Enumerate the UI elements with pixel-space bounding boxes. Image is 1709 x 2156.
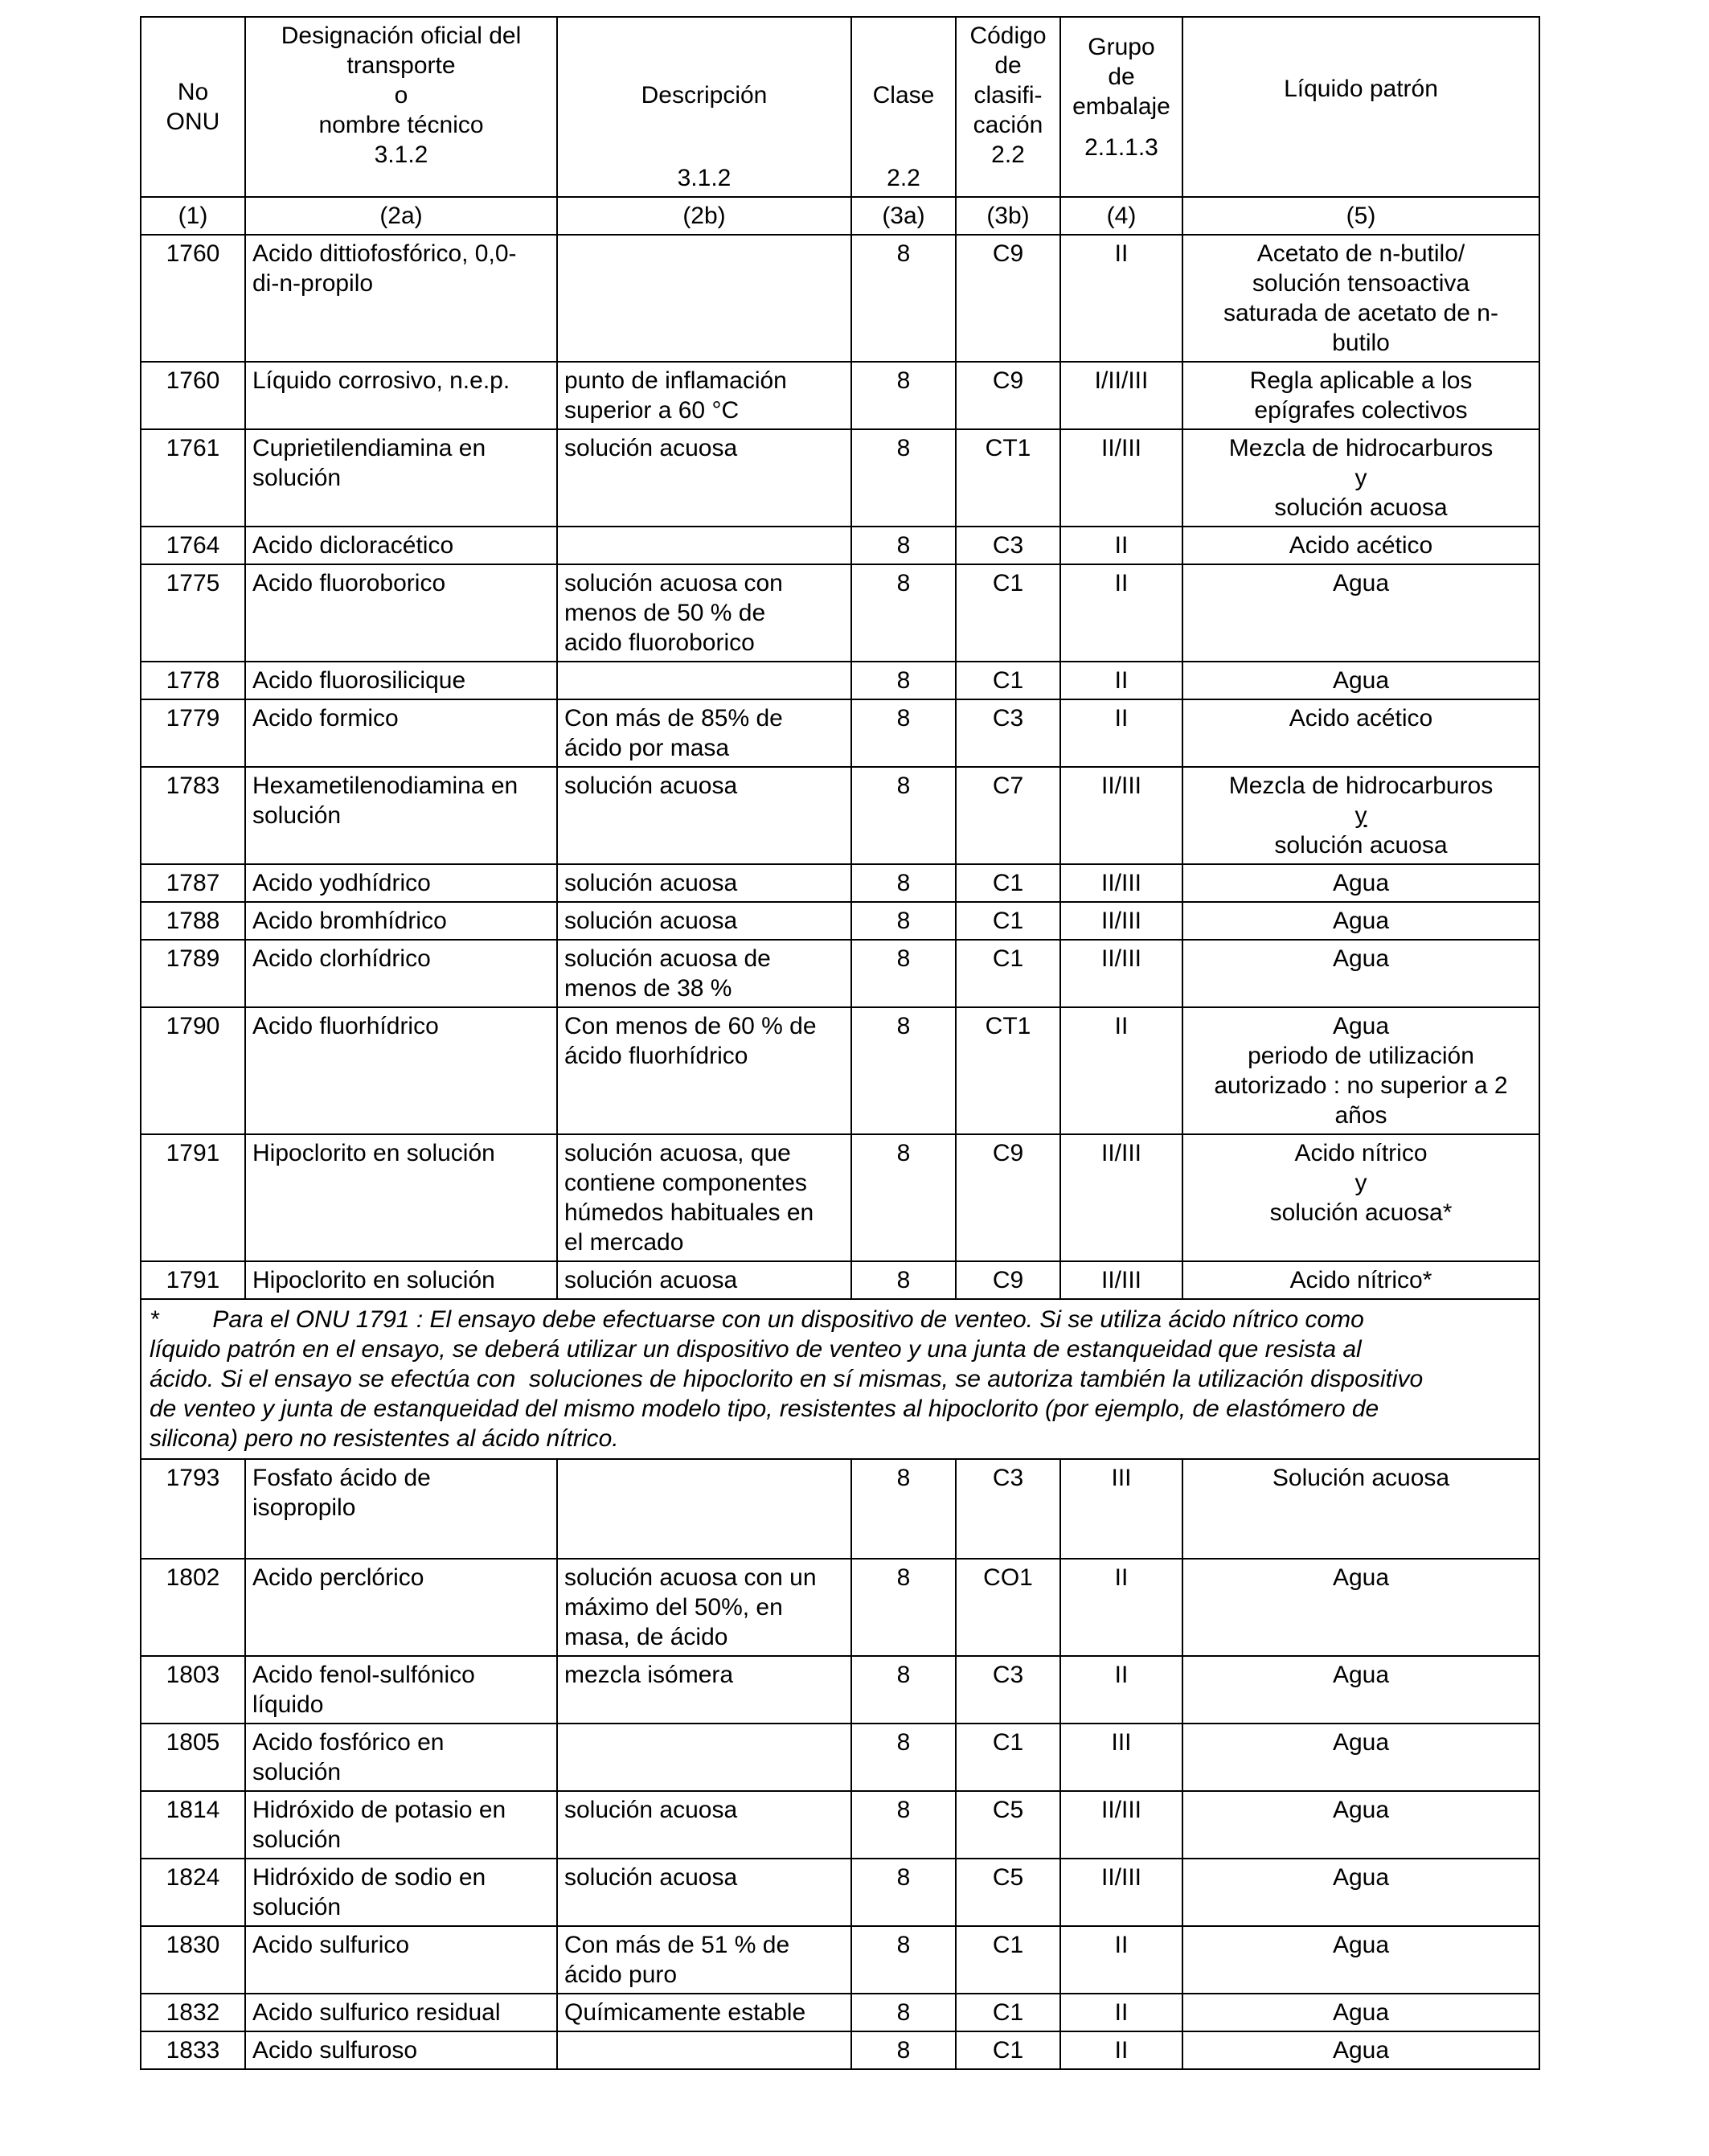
cell-descripcion	[557, 1459, 851, 1559]
cell-descripcion	[557, 662, 851, 699]
cell-designacion: Acido dicloracético	[245, 527, 557, 564]
cell-codigo: CT1	[956, 429, 1060, 527]
cell-grupo: II/III	[1060, 902, 1182, 940]
cell-codigo: C1	[956, 1926, 1060, 1994]
cell-onu: 1787	[141, 864, 245, 902]
cell-onu: 1814	[141, 1791, 245, 1859]
cell-onu: 1783	[141, 767, 245, 864]
cell-liquido: Agua	[1182, 1994, 1539, 2031]
cell-grupo: II/III	[1060, 1859, 1182, 1926]
table-row	[141, 662, 1539, 699]
cell-designacion: Hipoclorito en solución	[245, 1134, 557, 1261]
cell-clase: 8	[851, 1724, 956, 1791]
cell-clase: 8	[851, 2031, 956, 2069]
footnote-row	[141, 1299, 1539, 1459]
table-row	[141, 1859, 1539, 1926]
table-row	[141, 1926, 1539, 1994]
cell-descripcion: mezcla isómera	[557, 1656, 851, 1724]
cell-clase: 8	[851, 1994, 956, 2031]
cell-codigo: C9	[956, 235, 1060, 362]
cell-clase: 8	[851, 1261, 956, 1299]
cell-descripcion: solución acuosa	[557, 1859, 851, 1926]
cell-clase: 8	[851, 1459, 956, 1559]
cell-codigo: C3	[956, 1656, 1060, 1724]
cell-designacion: Hidróxido de sodio en solución	[245, 1859, 557, 1926]
cell-descripcion: Químicamente estable	[557, 1994, 851, 2031]
cell-onu: 1790	[141, 1007, 245, 1134]
cell-descripcion	[557, 2031, 851, 2069]
cell-codigo: C1	[956, 662, 1060, 699]
cell-onu: 1805	[141, 1724, 245, 1791]
table-row	[141, 1559, 1539, 1656]
header-grupo: Grupo de embalaje 2.1.1.3	[1060, 17, 1182, 197]
cell-liquido: Agua	[1182, 902, 1539, 940]
cell-clase: 8	[851, 362, 956, 429]
cell-liquido: Agua periodo de utilización autorizado : no superior a 2 años	[1182, 1007, 1539, 1134]
header-codigo: Código de clasifi- cación 2.2	[956, 17, 1060, 197]
cell-grupo: II	[1060, 1559, 1182, 1656]
cell-designacion: Acido clorhídrico	[245, 940, 557, 1007]
cell-clase: 8	[851, 767, 956, 864]
cell-descripcion: Con menos de 60 % de ácido fluorhídrico	[557, 1007, 851, 1134]
cell-onu: 1824	[141, 1859, 245, 1926]
cell-designacion: Acido sulfurico	[245, 1926, 557, 1994]
cell-onu: 1761	[141, 429, 245, 527]
cell-codigo: CO1	[956, 1559, 1060, 1656]
cell-clase: 8	[851, 1926, 956, 1994]
cell-grupo: II	[1060, 527, 1182, 564]
cell-grupo: II/III	[1060, 767, 1182, 864]
cell-descripcion: solución acuosa	[557, 429, 851, 527]
cell-grupo: II/III	[1060, 864, 1182, 902]
colnum-3a: (3a)	[851, 197, 956, 235]
cell-liquido: Agua	[1182, 940, 1539, 1007]
cell-descripcion: solución acuosa con menos de 50 % de acido fluoroborico	[557, 564, 851, 662]
cell-clase: 8	[851, 1656, 956, 1724]
cell-onu: 1789	[141, 940, 245, 1007]
cell-designacion: Acido dittiofosfórico, 0,0- di-n-propilo	[245, 235, 557, 362]
table-row	[141, 864, 1539, 902]
cell-designacion: Acido sulfurico residual	[245, 1994, 557, 2031]
cell-clase: 8	[851, 1007, 956, 1134]
table-row	[141, 1261, 1539, 1299]
cell-designacion: Líquido corrosivo, n.e.p.	[245, 362, 557, 429]
cell-clase: 8	[851, 699, 956, 767]
header-designacion: Designación oficial del transporte o nombre técnico 3.1.2	[245, 17, 557, 197]
cell-clase: 8	[851, 429, 956, 527]
table-row	[141, 940, 1539, 1007]
cell-liquido: Agua	[1182, 1559, 1539, 1656]
cell-grupo: II	[1060, 1994, 1182, 2031]
table-row	[141, 902, 1539, 940]
cell-liquido: Regla aplicable a los epígrafes colectivos	[1182, 362, 1539, 429]
cell-onu: 1760	[141, 362, 245, 429]
table-row	[141, 1656, 1539, 1724]
table-row	[141, 1724, 1539, 1791]
cell-clase: 8	[851, 527, 956, 564]
cell-designacion: Acido fosfórico en solución	[245, 1724, 557, 1791]
cell-liquido: Mezcla de hidrocarburos y solución acuosa	[1182, 767, 1539, 864]
footnote-text: * Para el ONU 1791 : El ensayo debe efectuarse con un dispositivo de venteo. Si se utiliza ácido nítrico como líquido patrón en el ensayo, se deberá utilizar un dispositivo de venteo y una junta de estanqueidad que resista al ácido. Si el ensayo se efectúa con soluciones de hipoclorito en sí mismas, se autoriza también la utilización dispositivo de venteo y junta de estanqueidad del mismo modelo tipo, resistentes al hipoclorito (por ejemplo, de elastómero de silicona) pero no resistentes al ácido nítrico.	[141, 1299, 1539, 1459]
cell-grupo: II	[1060, 564, 1182, 662]
cell-designacion: Fosfato ácido de isopropilo	[245, 1459, 557, 1559]
cell-grupo: II	[1060, 699, 1182, 767]
cell-liquido: Agua	[1182, 1926, 1539, 1994]
cell-codigo: C3	[956, 699, 1060, 767]
cell-designacion: Acido perclórico	[245, 1559, 557, 1656]
cell-descripcion: solución acuosa	[557, 902, 851, 940]
cell-liquido: Agua	[1182, 2031, 1539, 2069]
cell-descripcion: solución acuosa	[557, 1791, 851, 1859]
colnum-2b: (2b)	[557, 197, 851, 235]
cell-liquido: Agua	[1182, 662, 1539, 699]
cell-onu: 1791	[141, 1261, 245, 1299]
cell-codigo: C1	[956, 564, 1060, 662]
table-row	[141, 767, 1539, 864]
cell-codigo: C9	[956, 1261, 1060, 1299]
cell-clase: 8	[851, 1859, 956, 1926]
cell-liquido: Agua	[1182, 1724, 1539, 1791]
cell-codigo: C1	[956, 940, 1060, 1007]
cell-clase: 8	[851, 864, 956, 902]
cell-clase: 8	[851, 902, 956, 940]
cell-grupo: II	[1060, 1926, 1182, 1994]
cell-grupo: II	[1060, 1007, 1182, 1134]
cell-designacion: Hidróxido de potasio en solución	[245, 1791, 557, 1859]
cell-designacion: Acido sulfuroso	[245, 2031, 557, 2069]
dangerous-goods-table	[140, 16, 1540, 2070]
cell-grupo: II/III	[1060, 429, 1182, 527]
cell-clase: 8	[851, 662, 956, 699]
cell-designacion: Acido fluoroborico	[245, 564, 557, 662]
header-onu: No ONU	[141, 17, 245, 197]
cell-onu: 1791	[141, 1134, 245, 1261]
cell-codigo: C3	[956, 527, 1060, 564]
cell-onu: 1760	[141, 235, 245, 362]
cell-grupo: II	[1060, 2031, 1182, 2069]
cell-grupo: II	[1060, 662, 1182, 699]
colnum-2a: (2a)	[245, 197, 557, 235]
table-body-2	[141, 1459, 1539, 2069]
cell-codigo: C7	[956, 767, 1060, 864]
cell-liquido: Agua	[1182, 564, 1539, 662]
cell-liquido: Mezcla de hidrocarburos y solución acuosa	[1182, 429, 1539, 527]
cell-designacion: Acido bromhídrico	[245, 902, 557, 940]
cell-descripcion: solución acuosa con un máximo del 50%, en masa, de ácido	[557, 1559, 851, 1656]
cell-onu: 1830	[141, 1926, 245, 1994]
cell-grupo: II	[1060, 235, 1182, 362]
cell-grupo: II/III	[1060, 1134, 1182, 1261]
cell-liquido: Acido nítrico*	[1182, 1261, 1539, 1299]
table-row	[141, 699, 1539, 767]
cell-onu: 1833	[141, 2031, 245, 2069]
cell-liquido: Agua	[1182, 1656, 1539, 1724]
cell-codigo: C5	[956, 1791, 1060, 1859]
cell-liquido: Solución acuosa	[1182, 1459, 1539, 1559]
cell-onu: 1802	[141, 1559, 245, 1656]
cell-grupo: III	[1060, 1724, 1182, 1791]
cell-clase: 8	[851, 1791, 956, 1859]
cell-codigo: C1	[956, 902, 1060, 940]
cell-clase: 8	[851, 1134, 956, 1261]
cell-onu: 1803	[141, 1656, 245, 1724]
cell-codigo: C1	[956, 1724, 1060, 1791]
cell-designacion: Acido formico	[245, 699, 557, 767]
table-row	[141, 235, 1539, 362]
footnote-section	[141, 1299, 1539, 1459]
cell-descripcion: solución acuosa	[557, 1261, 851, 1299]
cell-designacion: Cuprietilendiamina en solución	[245, 429, 557, 527]
cell-clase: 8	[851, 940, 956, 1007]
cell-liquido: Agua	[1182, 1791, 1539, 1859]
cell-liquido: Acido nítrico y solución acuosa*	[1182, 1134, 1539, 1261]
cell-descripcion: solución acuosa	[557, 864, 851, 902]
cell-onu: 1778	[141, 662, 245, 699]
table-row	[141, 429, 1539, 527]
cell-codigo: C9	[956, 1134, 1060, 1261]
cell-grupo: II/III	[1060, 1791, 1182, 1859]
cell-descripcion: Con más de 51 % de ácido puro	[557, 1926, 851, 1994]
table-row	[141, 362, 1539, 429]
cell-codigo: C5	[956, 1859, 1060, 1926]
cell-onu: 1788	[141, 902, 245, 940]
colnum-3b: (3b)	[956, 197, 1060, 235]
cell-designacion: Acido fluorhídrico	[245, 1007, 557, 1134]
table-row	[141, 1134, 1539, 1261]
colnum-1: (1)	[141, 197, 245, 235]
table-row	[141, 1007, 1539, 1134]
colnum-5: (5)	[1182, 197, 1539, 235]
cell-grupo: I/II/III	[1060, 362, 1182, 429]
table-body-1	[141, 235, 1539, 1299]
cell-onu: 1832	[141, 1994, 245, 2031]
cell-descripcion: solución acuosa, que contiene componentes húmedos habituales en el mercado	[557, 1134, 851, 1261]
cell-liquido: Acido acético	[1182, 527, 1539, 564]
cell-descripcion	[557, 235, 851, 362]
cell-clase: 8	[851, 235, 956, 362]
table-row	[141, 2031, 1539, 2069]
cell-descripcion	[557, 1724, 851, 1791]
cell-designacion: Acido fluorosilicique	[245, 662, 557, 699]
header-descripcion: Descripción 3.1.2	[557, 17, 851, 197]
cell-onu: 1775	[141, 564, 245, 662]
table-row	[141, 564, 1539, 662]
header-clase: Clase 2.2	[851, 17, 956, 197]
cell-designacion: Hipoclorito en solución	[245, 1261, 557, 1299]
cell-codigo: C1	[956, 2031, 1060, 2069]
table-row	[141, 1459, 1539, 1559]
cell-codigo: CT1	[956, 1007, 1060, 1134]
cell-onu: 1764	[141, 527, 245, 564]
cell-grupo: II/III	[1060, 1261, 1182, 1299]
cell-onu: 1793	[141, 1459, 245, 1559]
table-row	[141, 1994, 1539, 2031]
colnum-4: (4)	[1060, 197, 1182, 235]
cell-codigo: C1	[956, 864, 1060, 902]
cell-descripcion: punto de inflamación superior a 60 °C	[557, 362, 851, 429]
cell-liquido: Acido acético	[1182, 699, 1539, 767]
cell-clase: 8	[851, 1559, 956, 1656]
column-number-row	[141, 197, 1539, 235]
table-row	[141, 527, 1539, 564]
cell-designacion: Acido fenol-sulfónico líquido	[245, 1656, 557, 1724]
cell-descripcion: solución acuosa de menos de 38 %	[557, 940, 851, 1007]
cell-onu: 1779	[141, 699, 245, 767]
cell-liquido: Agua	[1182, 1859, 1539, 1926]
cell-descripcion: Con más de 85% de ácido por masa	[557, 699, 851, 767]
cell-grupo: II	[1060, 1656, 1182, 1724]
cell-liquido: Acetato de n-butilo/ solución tensoactiva saturada de acetato de n- butilo	[1182, 235, 1539, 362]
header-liquido: Líquido patrón	[1182, 17, 1539, 197]
cell-grupo: III	[1060, 1459, 1182, 1559]
cell-designacion: Acido yodhídrico	[245, 864, 557, 902]
cell-designacion: Hexametilenodiamina en solución	[245, 767, 557, 864]
cell-codigo: C9	[956, 362, 1060, 429]
header-row	[141, 17, 1539, 197]
cell-liquido: Agua	[1182, 864, 1539, 902]
cell-codigo: C1	[956, 1994, 1060, 2031]
cell-descripcion: solución acuosa	[557, 767, 851, 864]
table-row	[141, 1791, 1539, 1859]
cell-descripcion	[557, 527, 851, 564]
cell-codigo: C3	[956, 1459, 1060, 1559]
cell-clase: 8	[851, 564, 956, 662]
cell-grupo: II/III	[1060, 940, 1182, 1007]
